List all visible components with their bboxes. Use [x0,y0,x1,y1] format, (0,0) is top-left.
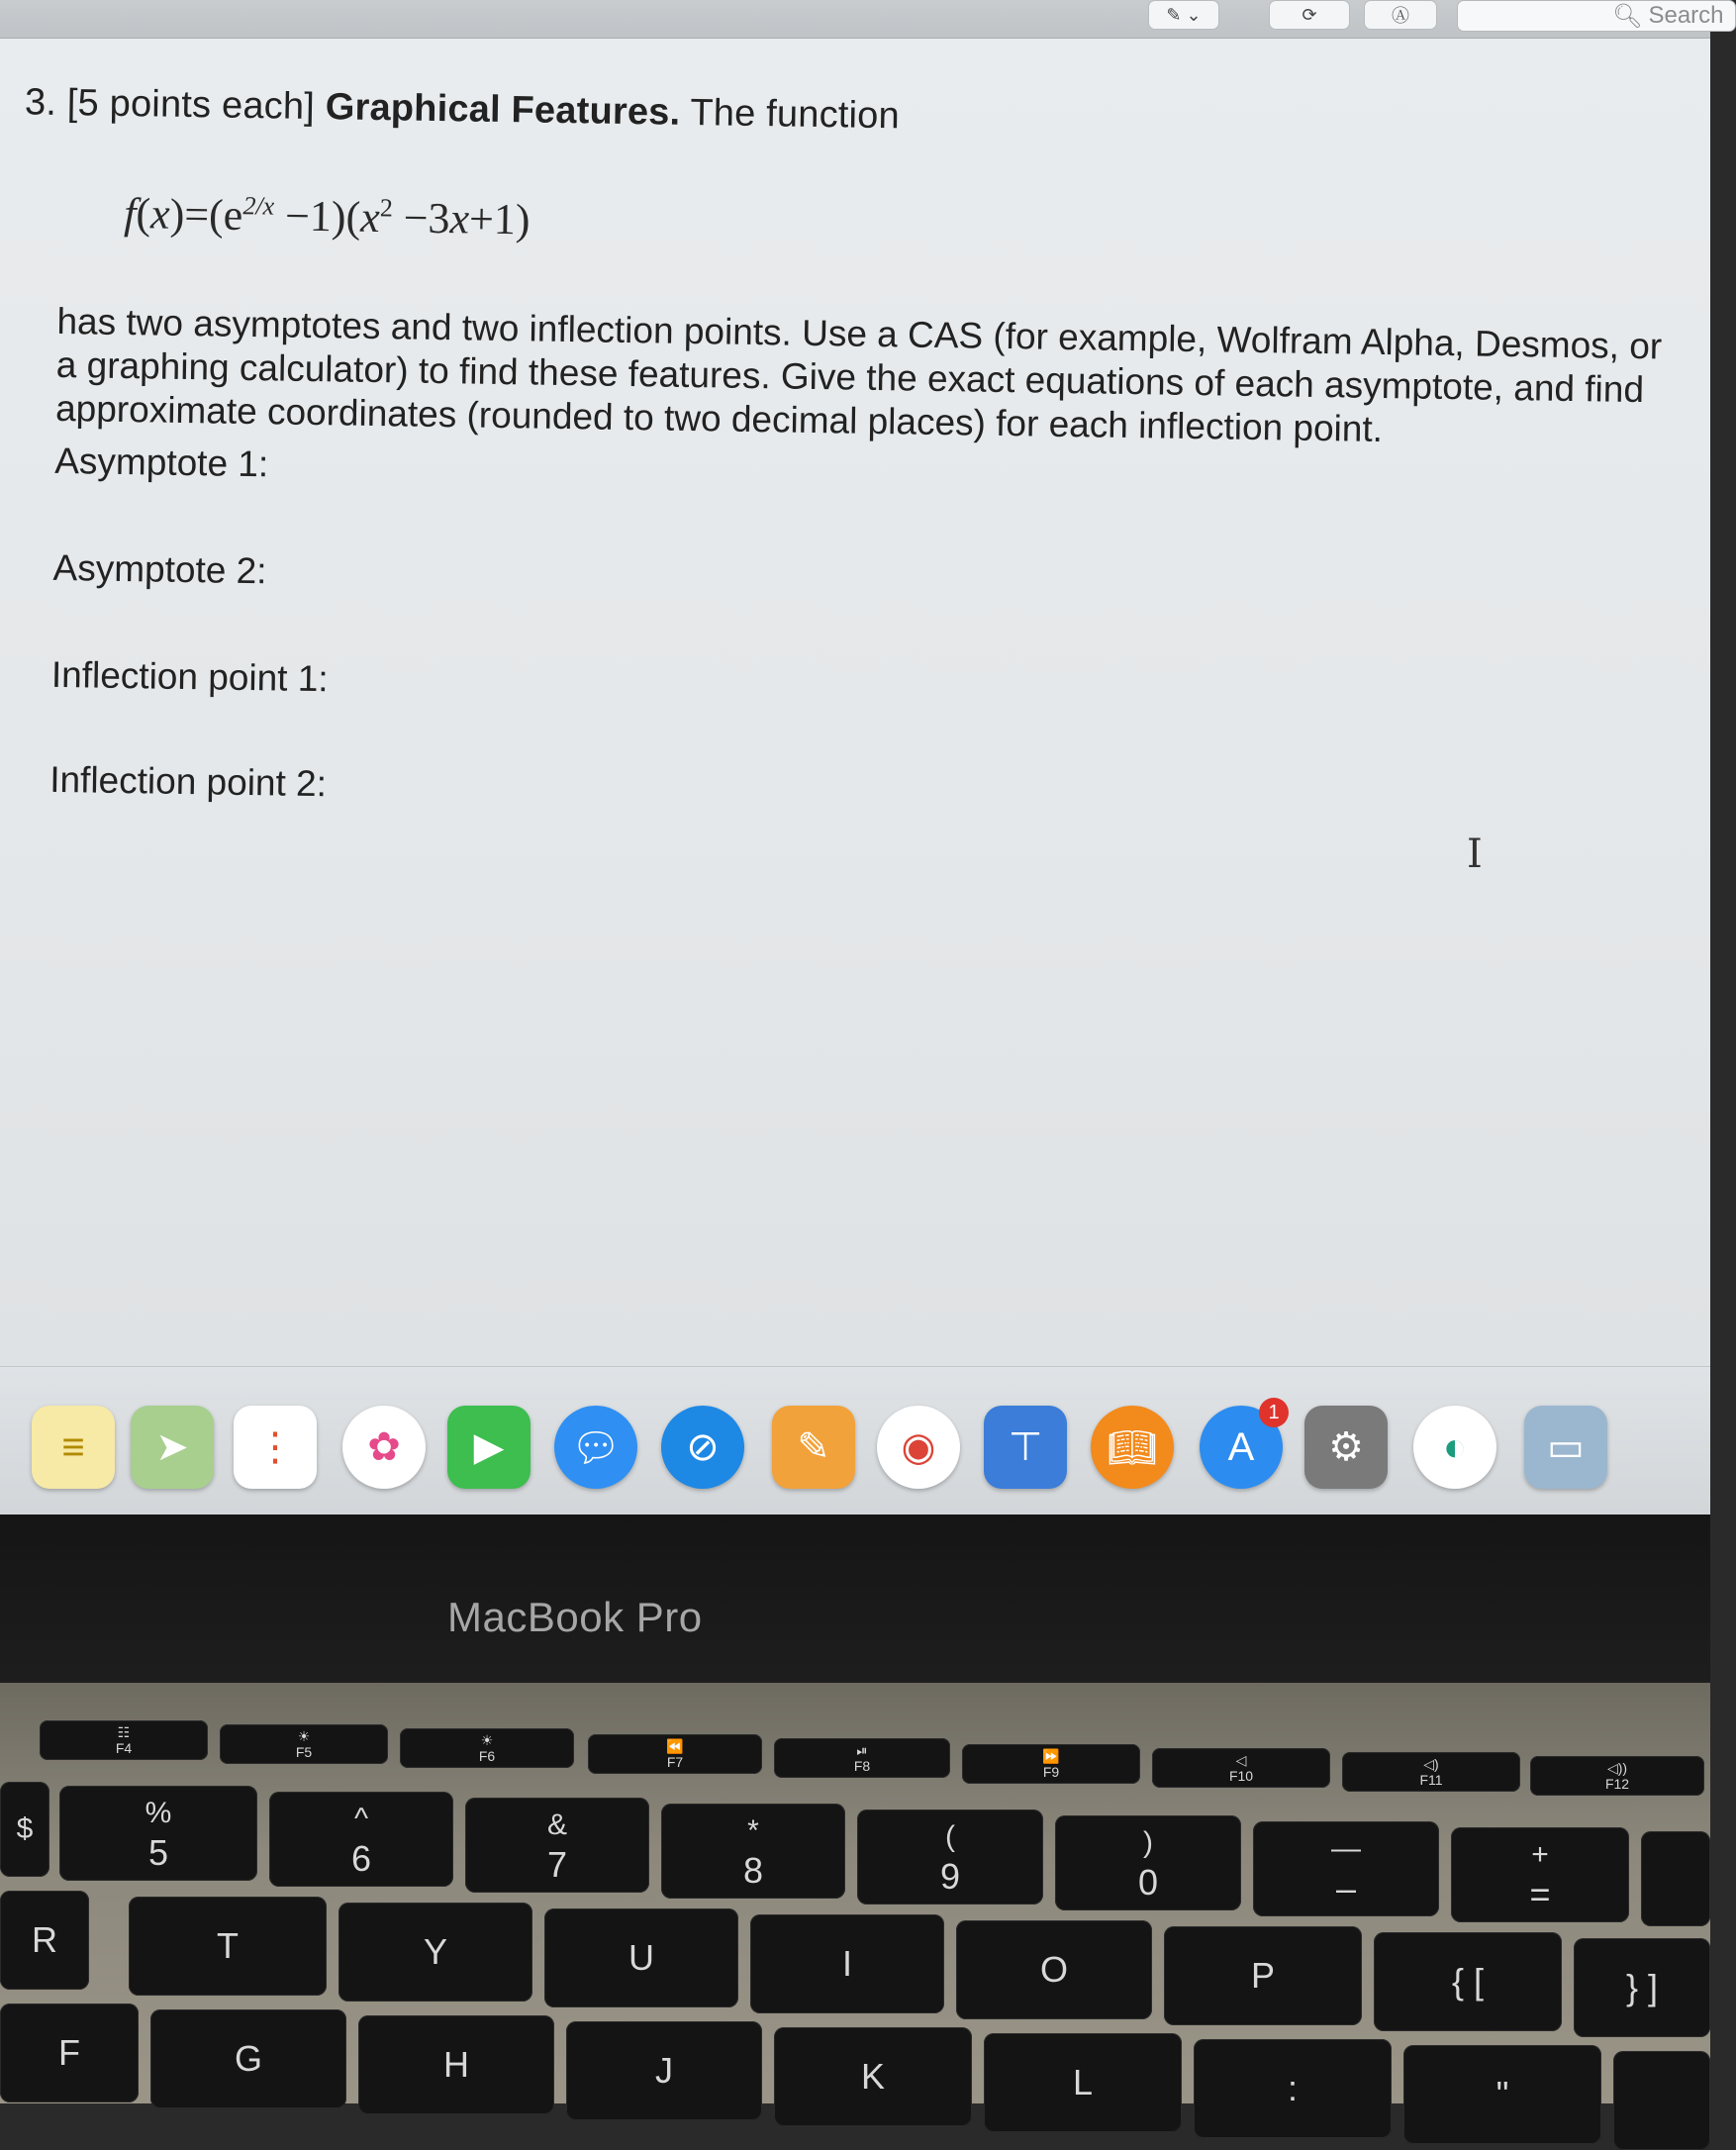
system-preferences-app-icon[interactable]: ⚙ [1304,1406,1388,1489]
maps-app-icon[interactable]: ➤ [131,1406,214,1489]
key-g[interactable]: G [150,2009,346,2108]
volume-down-icon: ◁) [1423,1756,1439,1772]
inflection-point-2-label: Inflection point 2: [48,758,328,805]
facetime-app-icon[interactable]: ▶ [447,1406,530,1489]
books-app-icon[interactable]: 📖︎ [1091,1406,1174,1489]
key-equals[interactable]: + = [1451,1827,1629,1922]
key-y[interactable]: Y [338,1903,532,2002]
search-placeholder: Search [1648,2,1724,29]
key-0[interactable]: ) 0 [1055,1815,1241,1910]
play-pause-icon: ⏯ [856,1742,868,1758]
key-o[interactable]: O [956,1920,1152,2019]
question-heading [25,81,901,138]
key-minus[interactable]: — – [1253,1821,1439,1916]
key-return[interactable] [1613,2051,1710,2150]
macbook-pro-label: MacBook Pro [447,1594,703,1640]
chrome-app-icon[interactable]: ◉ [877,1406,960,1489]
key-6[interactable]: ^ 6 [269,1792,453,1887]
key-left-bracket[interactable]: { [ [1374,1932,1562,2031]
key-f10[interactable]: ◁ F10 [1152,1748,1330,1788]
keyboard-brightness-down-icon: ☀ [297,1728,311,1744]
webex-app-icon[interactable]: ◐ [1413,1406,1496,1489]
toolbar [0,0,1724,39]
markup-icon: Ⓐ [1392,6,1409,26]
markup-button[interactable] [1364,0,1437,30]
key-r[interactable]: R [0,1891,89,1990]
instructions-paragraph: has two asymptotes and two inflection points. Use a CAS (for example, Wolfram Alpha, Desmos, or a graphing calculator) to find these features. Give the exact equations of each asymptote, and find approximate coordinates (rounded to two decimal places) for each inflection point. [54,300,1663,449]
key-delete[interactable] [1641,1831,1710,1926]
key-t[interactable]: T [129,1897,327,1996]
key-f[interactable]: F [0,2003,139,2102]
rotate-button[interactable] [1269,0,1350,30]
key-f12[interactable]: ◁)) F12 [1530,1756,1704,1796]
key-right-bracket[interactable]: } ] [1574,1938,1710,2037]
question-intro: The function [690,91,901,138]
key-f11[interactable]: ◁) F11 [1342,1752,1520,1792]
notes-app-icon[interactable]: ≡ [32,1406,115,1489]
asymptote-2-label: Asymptote 2: [52,546,267,592]
mute-icon: ◁ [1235,1752,1247,1768]
key-j[interactable]: J [566,2021,762,2120]
key-p[interactable]: P [1164,1926,1362,2025]
photos-app-icon[interactable]: ✿ [342,1406,426,1489]
key-4[interactable]: $ [0,1782,49,1877]
key-8[interactable]: * 8 [661,1804,845,1899]
keyboard-deck [0,1683,1710,2114]
key-quote[interactable]: " [1403,2045,1601,2144]
keynote-app-icon[interactable]: ⊤ [984,1406,1067,1489]
rewind-icon: ⏪ [666,1738,684,1754]
key-u[interactable]: U [544,1908,738,2007]
key-f5[interactable]: ☀ F5 [220,1724,388,1764]
app-store-badge: 1 [1259,1398,1289,1427]
function-formula: $f(x)=(e^{2/x} -1)(x^2 -3x+1)$ [123,188,530,244]
key-f6[interactable]: ☀ F6 [400,1728,574,1768]
document-page [0,40,1710,1383]
search-icon: 🔍︎ [1612,2,1643,30]
key-9[interactable]: ( 9 [857,1809,1043,1905]
key-f8[interactable]: ⏯ F8 [774,1738,950,1778]
rotate-icon: ⟳ [1302,4,1317,25]
text-cursor-icon: I [1467,831,1483,877]
keyboard-brightness-up-icon: ☀ [480,1732,494,1748]
key-h[interactable]: H [358,2015,554,2114]
key-f7[interactable]: ⏪ F7 [588,1734,762,1774]
inflection-point-1-label: Inflection point 1: [50,653,329,700]
key-5[interactable]: % 5 [59,1786,257,1881]
reminders-app-icon[interactable]: ⋮ [234,1406,317,1489]
fast-forward-icon: ⏩ [1042,1748,1060,1764]
preview-app-icon[interactable]: ▭ [1524,1406,1607,1489]
key-semicolon[interactable]: : [1194,2039,1392,2138]
key-f4[interactable]: ☷ F4 [40,1720,208,1760]
question-number: 3. [24,81,57,124]
pages-app-icon[interactable]: ✎ [772,1406,855,1489]
question-points: [5 points each] [66,82,316,129]
search-field[interactable] [1457,0,1736,32]
pencil-icon: ✎ ⌄ [1166,4,1202,25]
safari-app-icon[interactable]: ⊘ [661,1406,744,1489]
volume-up-icon: ◁)) [1606,1760,1628,1776]
markup-pencil-button[interactable] [1148,0,1219,30]
asymptote-1-label: Asymptote 1: [54,440,269,485]
key-f9[interactable]: ⏩ F9 [962,1744,1140,1784]
key-i[interactable]: I [750,1914,944,2013]
messages-app-icon[interactable]: 💬︎ [554,1406,637,1489]
key-7[interactable]: & 7 [465,1798,649,1893]
mission-control-icon: ☷ [117,1724,131,1740]
key-l[interactable]: L [984,2033,1182,2132]
key-k[interactable]: K [774,2027,972,2126]
question-title: Graphical Features. [325,86,681,134]
app-store-app-icon[interactable]: A 1 [1200,1406,1283,1489]
